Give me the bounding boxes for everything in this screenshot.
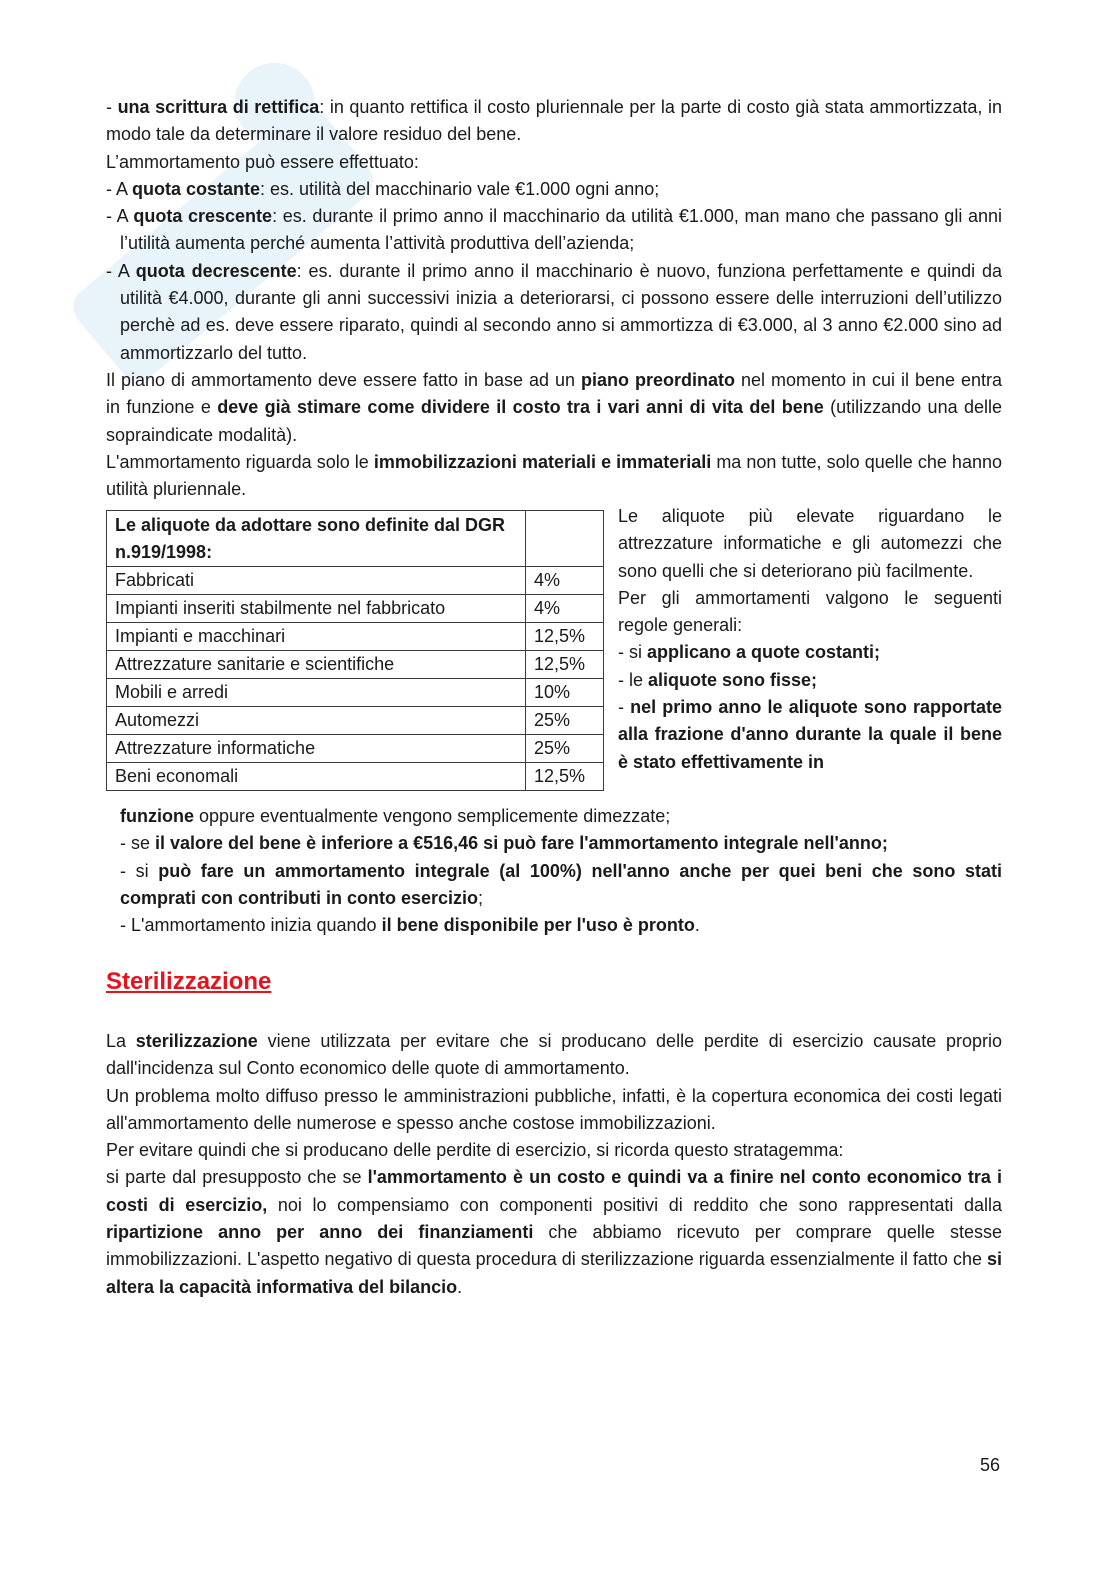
table-row <box>107 623 604 651</box>
row-label: Attrezzature sanitarie e scientifiche <box>107 651 526 679</box>
row-value: 12,5% <box>526 623 604 651</box>
sterilizzazione-paragraph-1: La sterilizzazione viene utilizzata per evitare che si producano delle perdite di esercizio causate proprio dall'incidenza sul Conto economico delle quote di ammortamento. <box>106 1031 1002 1079</box>
rule-quote-costanti: - si applicano a quote costanti; <box>618 642 881 663</box>
side-column <box>618 503 1002 776</box>
sterilizzazione-paragraph-2: Un problema molto diffuso presso le amministrazioni pubbliche, infatti, è la copertura economica dei costi legati all'ammortamento delle numerose e spesso anche costose immobilizzazioni. <box>106 1085 1002 1133</box>
table-row <box>107 735 604 763</box>
bullet-quota-decrescente: - A quota decrescente: es. durante il primo anno il macchinario è nuovo, funziona perfettamente e quindi da utilità €4.000, durante gli anni successivi inizia a deteriorarsi, ci possono essere delle interruzioni dell’utilizzo perchè ad es. deve essere riparato, quindi al secondo anno si ammortizza di €3.000, al 3 anno €2.000 sino ad ammortizzarlo del tutto. <box>106 260 1003 363</box>
row-value: 25% <box>526 707 604 735</box>
table-row <box>107 707 604 735</box>
side-regole-paragraph: Per gli ammortamenti valgono le seguenti regole generali: <box>618 587 1002 636</box>
row-label: Impianti inseriti stabilmente nel fabbricato <box>107 595 526 623</box>
sterilizzazione-section <box>106 1028 1002 1301</box>
table-row <box>107 567 604 595</box>
row-label: Attrezzature informatiche <box>107 735 526 763</box>
intro-paragraph: L’ammortamento può essere effettuato: <box>106 151 419 172</box>
rule-valore-inferiore: - se il valore del bene è inferiore a €516,46 si può fare l'ammortamento integrale nell'anno; <box>120 833 888 854</box>
bullet-quota-crescente: - A quota crescente: es. durante il primo anno il macchinario da utilità €1.000, man mano che passano gli anni l’utilità aumenta perché aumenta l’attività produttiva dell’azienda; <box>106 206 1003 254</box>
row-value: 4% <box>526 567 604 595</box>
table-row <box>107 651 604 679</box>
aliquote-table <box>106 510 604 791</box>
rule-aliquote-fisse: - le aliquote sono fisse; <box>618 669 818 690</box>
row-label: Beni economali <box>107 763 526 791</box>
rule-primo-anno-continued: funzione oppure eventualmente vengono semplicemente dimezzate; <box>120 806 671 826</box>
row-value: 10% <box>526 679 604 707</box>
page-number: 56 <box>980 1455 1001 1475</box>
ammortamento-section <box>106 94 1002 503</box>
table-row <box>107 679 604 707</box>
rule-primo-anno: - nel primo anno le aliquote sono rapportate alla frazione d'anno durante la quale il bene è stato effettivamente in <box>618 697 1002 772</box>
rettifica-paragraph: - una scrittura di rettifica: in quanto rettifica il costo pluriennale per la parte di costo già stata ammortizzata, in modo tale da determinare il valore residuo del bene. <box>106 97 1002 145</box>
row-label: Mobili e arredi <box>107 679 526 707</box>
table-header-cell: Le aliquote da adottare sono definite dal DGR n.919/1998: <box>107 511 526 567</box>
table-row <box>107 763 604 791</box>
rule-ammortamento-integrale: - si può fare un ammortamento integrale (al 100%) nell'anno anche per quei beni che sono stati comprati con contributi in conto esercizio; <box>120 860 1002 908</box>
riguarda-paragraph: L'ammortamento riguarda solo le immobilizzazioni materiali e immateriali ma non tutte, solo quelle che hanno utilità pluriennale. <box>106 451 1002 500</box>
row-value: 12,5% <box>526 763 604 791</box>
sterilizzazione-paragraph-4: si parte dal presupposto che se l'ammortamento è un costo e quindi va a finire nel conto economico tra i costi di esercizio, noi lo compensiamo con componenti positivi di reddito che sono rappresentati dalla ripartizione anno per anno dei finanziamenti che abbiamo ricevuto per comprare quelle stesse immobilizzazioni. L'aspetto negativo di questa procedura di sterilizzazione riguarda essenzialmente il fatto che si altera la capacità informativa del bilancio. <box>106 1167 1003 1297</box>
rules-continued <box>106 803 1002 939</box>
row-label: Impianti e macchinari <box>107 623 526 651</box>
table-row <box>107 595 604 623</box>
row-value: 4% <box>526 595 604 623</box>
row-label: Fabbricati <box>107 567 526 595</box>
table-header-empty-cell <box>526 511 604 567</box>
table-header-row <box>107 511 604 567</box>
row-value: 25% <box>526 735 604 763</box>
row-value: 12,5% <box>526 651 604 679</box>
bullet-quota-costante: - A quota costante: es. utilità del macchinario vale €1.000 ogni anno; <box>106 178 660 199</box>
sterilizzazione-heading: Sterilizzazione <box>106 968 272 995</box>
piano-paragraph: Il piano di ammortamento deve essere fatto in base ad un piano preordinato nel momento in cui il bene entra in funzione e deve già stimare come dividere il costo tra i vari anni di vita del bene (utilizzando una delle sopraindicate modalità). <box>106 369 1003 445</box>
side-aliquote-paragraph: Le aliquote più elevate riguardano le attrezzature informatiche e gli automezzi che sono quelli che si deteriorano più facilmente. <box>618 506 1002 581</box>
rule-inizio-ammortamento: - L'ammortamento inizia quando il bene disponibile per l'uso è pronto. <box>120 915 700 936</box>
sterilizzazione-paragraph-3: Per evitare quindi che si producano delle perdite di esercizio, si ricorda questo stratagemma: <box>106 1140 844 1161</box>
row-label: Automezzi <box>107 707 526 735</box>
